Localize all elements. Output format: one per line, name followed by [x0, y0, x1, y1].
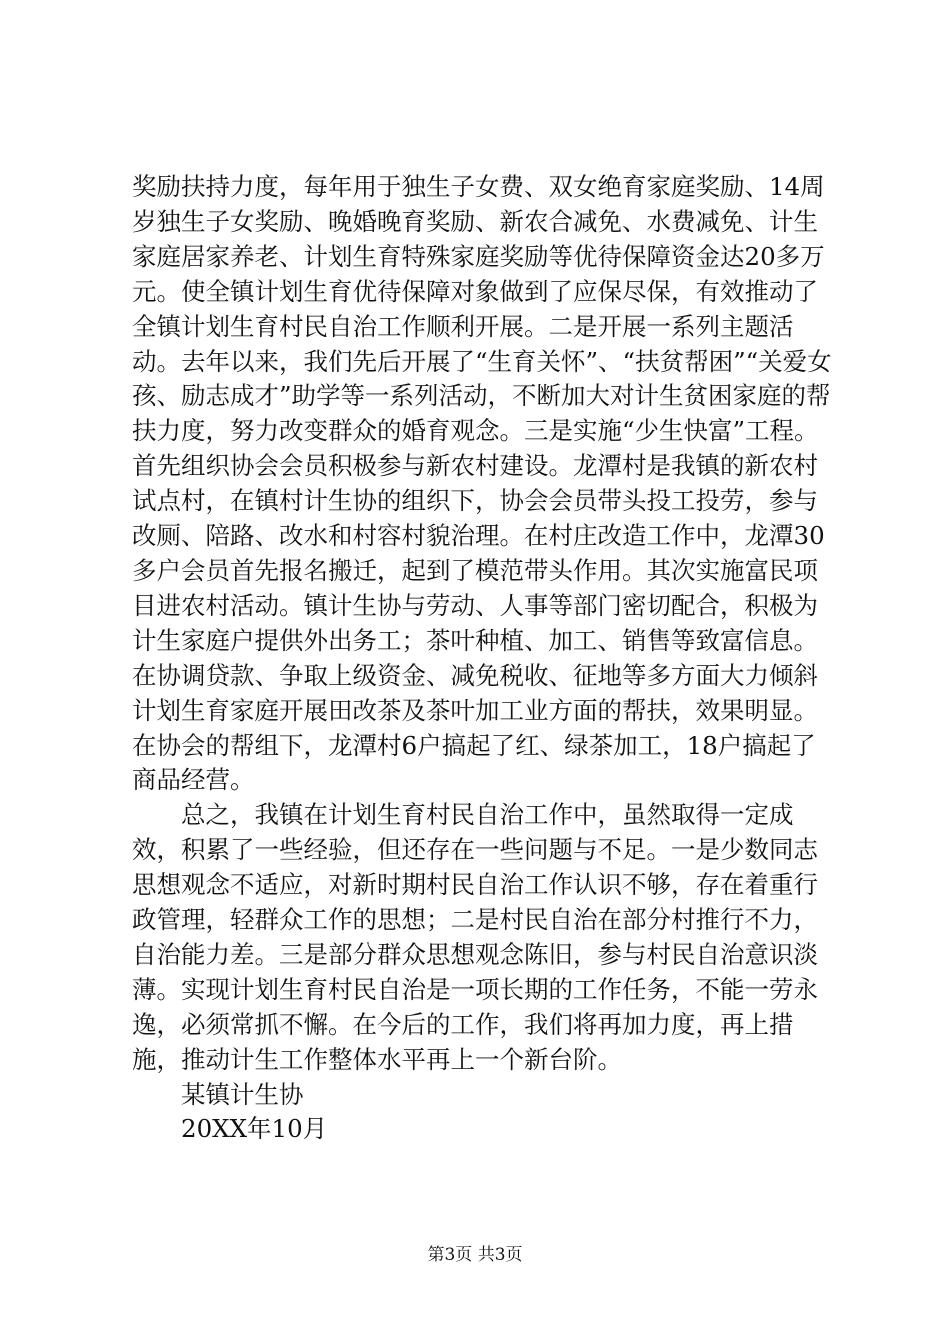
paragraph-continuation: 奖励扶持力度，每年用于独生子女费、双女绝育家庭奖励、14周岁独生子女奖励、晚婚晚育奖励、新农合减免、水费减免、计生家庭居家养老、计划生育特殊家庭奖励等优待保障资金达20多万元。使全镇计划生育优待保障对象做到了应保尽保，有效推动了全镇计划生育村民自治工作顺利开展。二是开展一系列主题活动。去年以来，我们先后开展了“生育关怀”、“扶贫帮困”“关爱女孩、励志成才”助学等一系列活动，不断加大对计生贫困家庭的帮扶力度，努力改变群众的婚育观念。三是实施“少生快富”工程。首先组织协会会员积极参与新农村建设。龙潭村是我镇的新农村试点村，在镇村计生协的组织下，协会会员带头投工投劳，参与改厕、陪路、改水和村容村貌治理。在村庄改造工作中，龙潭30多户会员首先报名搬迁，起到了模范带头作用。其次实施富民项目进农村活动。镇计生协与劳动、人事等部门密切配合，积极为计生家庭户提供外出务工；茶叶种植、加工、销售等致富信息。在协调贷款、争取上级资金、减免税收、征地等多方面大力倾斜计划生育家庭开展田改茶及茶叶加工业方面的帮扶，效果明显。在协会的帮组下，龙潭村6户搞起了红、绿茶加工，18户搞起了商品经营。: [132, 172, 832, 795]
document-body: [132, 170, 837, 1147]
paragraph-summary: 总之，我镇在计划生育村民自治工作中，虽然取得一定成效，积累了一些经验，但还存在一些问题与不足。一是少数同志思想观念不适应，对新时期村民自治工作认识不够，存在着重行政管理，轻群众工作的思想；二是村民自治在部分村推行不力，自治能力差。三是部分群众思想观念陈旧，参与村民自治意识淡薄。实现计划生育村民自治是一项长期的工作任务，不能一劳永逸，必须常抓不懈。在今后的工作，我们将再加力度，再上措施，推动计生工作整体水平再上一个新台阶。: [132, 800, 818, 1074]
page-footer: 第3页 共3页: [427, 1245, 523, 1265]
signature-date: 20XX年10月: [181, 1114, 328, 1144]
signature-organization: 某镇计生协: [181, 1079, 304, 1109]
